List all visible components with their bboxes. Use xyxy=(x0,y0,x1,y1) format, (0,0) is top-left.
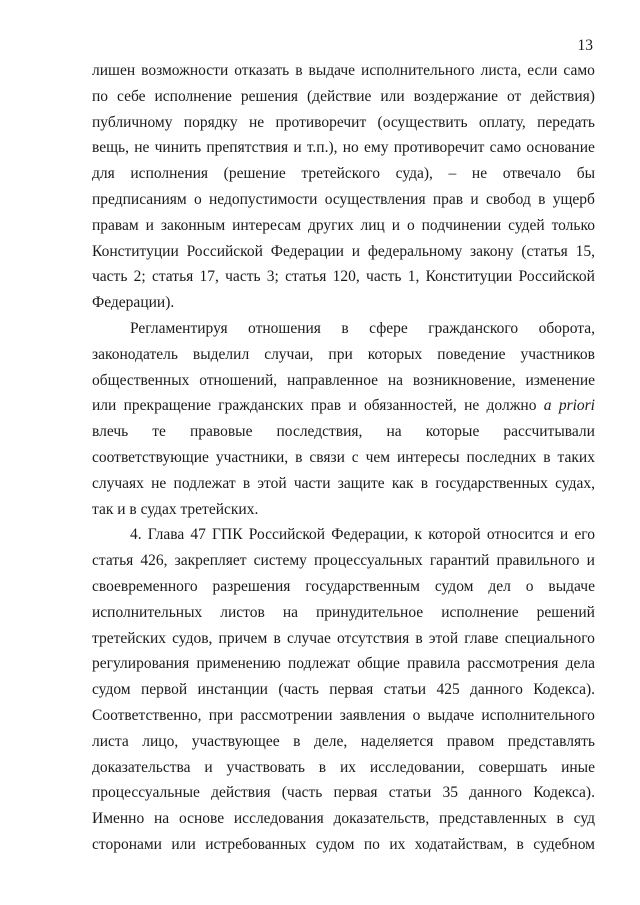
word: в xyxy=(341,319,349,337)
word: исследовании, xyxy=(369,758,465,776)
word: Соответственно, xyxy=(92,706,202,724)
word: части xyxy=(293,474,331,492)
word: специального xyxy=(504,629,595,647)
word: публичному xyxy=(92,113,173,131)
word: противоречит xyxy=(393,139,485,157)
word: a xyxy=(543,397,552,415)
page-number: 13 xyxy=(577,37,593,54)
word: от xyxy=(507,87,522,105)
text-line xyxy=(92,110,595,136)
document-body xyxy=(92,58,595,858)
word: интересы xyxy=(396,448,460,466)
word: действия) xyxy=(530,87,595,105)
word: не xyxy=(248,113,265,131)
word: инстанции xyxy=(197,681,268,699)
word: общие xyxy=(357,655,400,673)
word: (осуществить xyxy=(377,113,468,131)
word: 1, xyxy=(407,268,420,286)
word: закону xyxy=(470,242,514,260)
word: оплату, xyxy=(478,113,526,131)
word: на xyxy=(154,810,170,828)
word: на xyxy=(387,371,404,389)
word: 3; xyxy=(266,268,279,286)
text-line xyxy=(92,342,595,368)
word: или xyxy=(171,835,196,853)
word: суда), xyxy=(395,165,433,183)
word: Федерации, xyxy=(331,526,409,544)
word: о xyxy=(193,190,202,208)
word: отказать xyxy=(234,62,290,79)
word: доказательства xyxy=(92,758,191,776)
word: гражданского xyxy=(428,319,519,337)
word: передать xyxy=(537,113,595,131)
word: по xyxy=(92,87,109,105)
word: и xyxy=(470,190,479,208)
word: 425 xyxy=(436,681,460,699)
word: данного xyxy=(469,784,522,802)
word: деле, xyxy=(313,732,348,750)
word: недопустимости xyxy=(208,190,318,208)
text-line xyxy=(92,84,595,110)
text-line xyxy=(92,239,595,265)
word: должно xyxy=(486,397,537,415)
word: противоречит xyxy=(275,113,367,131)
word: выдаче xyxy=(308,62,356,79)
word: как xyxy=(391,474,414,492)
word: в xyxy=(556,810,564,828)
word: сторонами xyxy=(92,835,162,853)
word: процессуальных xyxy=(314,552,423,570)
word: и xyxy=(145,216,154,234)
word: о xyxy=(406,216,415,234)
word: часть xyxy=(92,268,128,286)
word: те xyxy=(152,423,166,441)
word: участников xyxy=(520,345,595,363)
word: или xyxy=(92,397,117,415)
word: судом xyxy=(92,681,131,699)
word: Конституции xyxy=(92,242,179,260)
word: 120, xyxy=(332,268,360,286)
word: листа, xyxy=(480,62,522,79)
word: государственных xyxy=(435,474,548,492)
word: правом xyxy=(446,732,495,750)
text-line xyxy=(92,600,595,626)
word: Регламентируя xyxy=(130,319,228,337)
word: законным xyxy=(160,216,226,234)
word: о xyxy=(412,706,421,724)
word: – xyxy=(448,165,457,183)
word: обязанностей, xyxy=(363,397,457,415)
text-line xyxy=(92,703,595,729)
word: судов, xyxy=(172,629,213,647)
text-line xyxy=(92,213,595,239)
word: вещь, xyxy=(92,139,129,157)
word: оборота, xyxy=(538,319,595,337)
word: наделяется xyxy=(360,732,434,750)
word: соответствующие xyxy=(92,448,209,466)
word: своевременного xyxy=(92,577,198,595)
word: рассчитывали xyxy=(503,423,595,441)
word: гражданских xyxy=(218,397,304,415)
word: которых xyxy=(367,345,423,363)
word: подчинении xyxy=(421,216,502,234)
word: в xyxy=(318,758,327,776)
word: дела xyxy=(565,655,595,673)
word: принудительное xyxy=(316,603,424,621)
word: листа xyxy=(92,732,129,750)
word: участники, xyxy=(215,448,289,466)
word: участвовать xyxy=(226,758,305,776)
word: статьи xyxy=(383,681,427,699)
word: первая xyxy=(333,784,378,802)
word: сфере xyxy=(369,319,408,337)
word: в xyxy=(420,474,429,492)
word: судах, xyxy=(555,474,595,492)
word: первой xyxy=(140,681,188,699)
word: поведение xyxy=(437,345,506,363)
word: исполнительного xyxy=(481,706,595,724)
word: исполнительных xyxy=(92,603,203,621)
word: в xyxy=(516,835,524,853)
word: 15, xyxy=(575,242,595,260)
word: их xyxy=(389,835,406,853)
word: и xyxy=(351,242,361,260)
text-line xyxy=(92,161,595,187)
word: которые xyxy=(425,423,480,441)
word: правам xyxy=(92,216,139,234)
text-line xyxy=(92,832,595,858)
word: Кодекса). xyxy=(533,681,595,699)
word: чем xyxy=(365,448,391,466)
word: правильного xyxy=(496,552,580,570)
word: Федерации xyxy=(270,242,344,260)
word: исследования xyxy=(233,810,324,828)
word: рассмотрения xyxy=(467,655,559,673)
word: и xyxy=(293,139,302,157)
word: ущерб xyxy=(552,190,595,208)
word: других xyxy=(308,216,354,234)
word: с xyxy=(351,448,359,466)
word: и xyxy=(586,552,595,570)
word: статья xyxy=(151,268,194,286)
word: в xyxy=(538,190,546,208)
word: исполнение xyxy=(441,603,519,621)
word: к xyxy=(414,526,423,544)
word: предписаниям xyxy=(92,190,187,208)
word: для xyxy=(92,165,115,183)
word: не xyxy=(151,474,167,492)
word: и xyxy=(559,526,569,544)
word: совершать xyxy=(478,758,548,776)
word: исполнительного xyxy=(361,62,475,79)
word: в xyxy=(273,629,281,647)
word: этой xyxy=(257,474,287,492)
word: 426, xyxy=(140,552,168,570)
word: Конституции xyxy=(425,268,513,286)
text-line xyxy=(92,548,595,574)
word: о xyxy=(525,577,534,595)
word: (статья xyxy=(521,242,568,260)
word: ходатайствам, xyxy=(414,835,508,853)
word: Российской xyxy=(186,242,263,260)
word: представлять xyxy=(507,732,595,750)
word: (часть xyxy=(278,681,319,699)
word: т.п.), xyxy=(306,139,338,157)
text-line xyxy=(92,187,595,213)
word: причем xyxy=(218,629,268,647)
word: на xyxy=(282,603,299,621)
text-line xyxy=(92,497,595,523)
text-line xyxy=(92,368,595,394)
word: третейских xyxy=(92,629,166,647)
word: на xyxy=(386,423,402,441)
word: истребованных xyxy=(205,835,307,853)
word: иные xyxy=(561,758,595,776)
word: лишен xyxy=(92,62,136,79)
word: свобод xyxy=(485,190,531,208)
word: в xyxy=(295,448,303,466)
word: статьи xyxy=(388,784,432,802)
word: случае xyxy=(286,629,331,647)
word: чинить xyxy=(154,139,202,157)
text-line xyxy=(92,445,595,471)
word: данного xyxy=(470,681,523,699)
word: препятствия xyxy=(206,139,289,157)
word: исполнения xyxy=(130,165,209,183)
word: осуществления xyxy=(324,190,426,208)
text-line xyxy=(92,780,595,806)
text-line xyxy=(92,393,595,419)
word: которой xyxy=(428,526,481,544)
word: priori xyxy=(558,397,595,415)
word: статья xyxy=(285,268,327,286)
word: часть xyxy=(366,268,402,286)
word: 35 xyxy=(442,784,458,802)
word: судебном xyxy=(533,835,595,853)
word: порядку xyxy=(183,113,238,131)
word: участвующее xyxy=(191,732,280,750)
word: само xyxy=(489,139,522,157)
word: отношений, xyxy=(199,371,278,389)
word: лицо, xyxy=(142,732,179,750)
text-line xyxy=(92,806,595,832)
word: представленных xyxy=(438,810,547,828)
word: не xyxy=(464,397,480,415)
text-line xyxy=(92,419,595,445)
word: в xyxy=(293,732,301,750)
word: процессуальные xyxy=(92,784,200,802)
word: закрепляет xyxy=(174,552,247,570)
word: при xyxy=(328,345,353,363)
word: случаи, xyxy=(264,345,314,363)
word: возникновение, xyxy=(412,371,516,389)
text-line xyxy=(92,290,595,316)
word: листов xyxy=(220,603,265,621)
word: судей xyxy=(508,216,545,234)
word: влечь xyxy=(92,423,129,441)
word: в xyxy=(295,62,303,79)
word: судом xyxy=(315,835,355,853)
word: Именно xyxy=(92,810,145,828)
text-line xyxy=(92,471,595,497)
word: прав xyxy=(310,397,342,415)
word: при xyxy=(208,706,234,724)
word: защите xyxy=(337,474,385,492)
word: Российской xyxy=(518,268,595,286)
word: суд xyxy=(573,810,595,828)
word: выдаче xyxy=(548,577,595,595)
line-text: так и в судах третейских. xyxy=(92,500,259,518)
word: и xyxy=(204,758,213,776)
word: основание xyxy=(526,139,595,157)
word: в xyxy=(242,474,251,492)
word: случаях xyxy=(92,474,144,492)
word: третейского xyxy=(301,165,381,183)
word: ГПК xyxy=(212,526,243,544)
word: регулирования xyxy=(92,655,190,673)
word: основе xyxy=(178,810,225,828)
word: себе xyxy=(117,87,146,105)
word: в xyxy=(415,629,423,647)
word: дел xyxy=(488,577,511,595)
word: прекращение xyxy=(123,397,211,415)
word: последствия, xyxy=(276,423,363,441)
word: но xyxy=(342,139,359,157)
word: первая xyxy=(329,681,374,699)
word: не xyxy=(471,165,488,183)
word: федеральному xyxy=(367,242,463,260)
word: (часть xyxy=(281,784,323,802)
word: подлежат xyxy=(173,474,236,492)
text-line xyxy=(92,574,595,600)
word: статья xyxy=(92,552,134,570)
word: и xyxy=(348,397,357,415)
text-line xyxy=(92,316,595,342)
word: Глава xyxy=(147,526,185,544)
word: применению xyxy=(196,655,281,673)
word: гарантий xyxy=(429,552,490,570)
word: отвечало xyxy=(502,165,562,183)
word: решений xyxy=(536,603,595,621)
word: (действие xyxy=(307,87,372,105)
word: (решение xyxy=(223,165,286,183)
line-text: Федерации). xyxy=(92,294,175,312)
word: лиц xyxy=(360,216,385,234)
text-line xyxy=(92,677,595,703)
word: не xyxy=(134,139,150,157)
word: доказательств, xyxy=(333,810,430,828)
word: его xyxy=(574,526,595,544)
text-line xyxy=(92,135,595,161)
word: изменение xyxy=(525,371,595,389)
text-line xyxy=(92,58,595,84)
word: систему xyxy=(253,552,307,570)
word: действия xyxy=(211,784,271,802)
word: только xyxy=(551,216,595,234)
word: относится xyxy=(486,526,554,544)
word: решения xyxy=(240,87,299,105)
word: возможности xyxy=(141,62,229,79)
word: общественных xyxy=(92,371,190,389)
word: главе xyxy=(464,629,499,647)
word: последних xyxy=(466,448,537,466)
word: государственным xyxy=(305,577,420,595)
word: само xyxy=(563,62,595,79)
text-line xyxy=(92,755,595,781)
word: этой xyxy=(428,629,459,647)
word: или xyxy=(380,87,405,105)
word: их xyxy=(339,758,356,776)
word: заявления xyxy=(339,706,406,724)
word: подлежат xyxy=(287,655,351,673)
word: часть xyxy=(225,268,261,286)
word: если xyxy=(527,62,558,79)
word: разрешения xyxy=(212,577,291,595)
word: исполнение xyxy=(154,87,232,105)
text-line xyxy=(92,264,595,290)
word: отсутствия xyxy=(336,629,410,647)
word: отношения xyxy=(248,319,321,337)
word: связи xyxy=(309,448,345,466)
text-line xyxy=(92,522,595,548)
word: направленное xyxy=(287,371,379,389)
word: по xyxy=(363,835,380,853)
text-line xyxy=(92,651,595,677)
word: и xyxy=(391,216,401,234)
word: в xyxy=(543,448,551,466)
word: бы xyxy=(576,165,595,183)
word: интересам xyxy=(232,216,302,234)
word: Российской xyxy=(248,526,326,544)
word: законодатель xyxy=(92,345,178,363)
word: 4. xyxy=(130,526,142,544)
word: рассмотрении xyxy=(240,706,333,724)
word: выделил xyxy=(192,345,250,363)
word: ему xyxy=(364,139,389,157)
word: выдаче xyxy=(427,706,475,724)
word: 2; xyxy=(133,268,146,286)
word: Кодекса). xyxy=(533,784,595,802)
word: 17, xyxy=(199,268,219,286)
text-line xyxy=(92,729,595,755)
word: правовые xyxy=(189,423,253,441)
word: правила xyxy=(407,655,461,673)
word: судом xyxy=(434,577,474,595)
word: воздержание xyxy=(413,87,499,105)
word: таких xyxy=(557,448,595,466)
text-line xyxy=(92,626,595,652)
word: 47 xyxy=(190,526,206,544)
word: прав xyxy=(432,190,464,208)
